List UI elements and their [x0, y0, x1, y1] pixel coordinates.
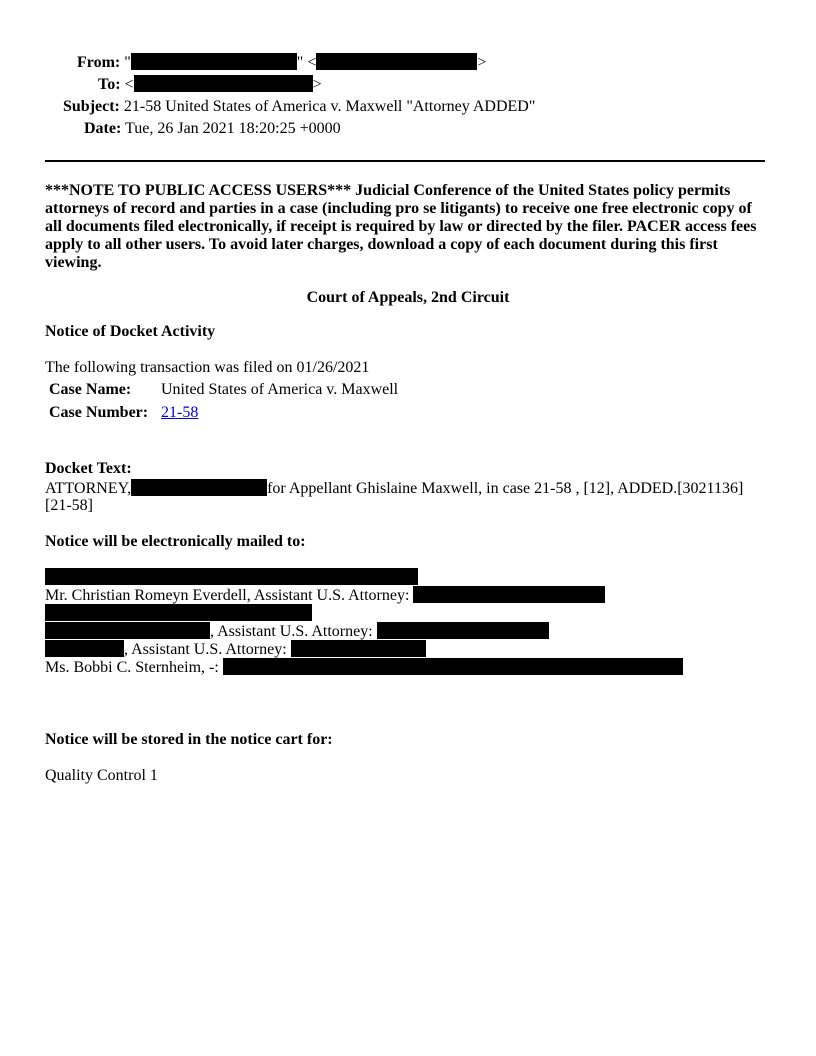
from-mid: " <: [296, 54, 317, 71]
case-name-value: United States of America v. Maxwell: [161, 381, 399, 398]
redaction-ausa-b-name: [45, 640, 124, 657]
recipient-everdell: [45, 586, 605, 605]
recipient-line-1: [45, 568, 418, 587]
redaction-recipient-3: [45, 604, 312, 621]
date-label: Date:: [84, 120, 122, 137]
redaction-ausa-b-email: [291, 640, 426, 657]
subject-value: 21-58 United States of America v. Maxwell "Attorney ADDED": [123, 98, 536, 115]
from-close: >: [477, 54, 487, 71]
docket-text-label: Docket Text:: [45, 460, 132, 477]
to-open: <: [124, 76, 134, 93]
redaction-recipient-1: [45, 568, 418, 585]
recipient-sternheim: [45, 658, 683, 677]
redaction-everdell-email: [413, 586, 605, 603]
to-label: To:: [98, 76, 121, 93]
redaction-ausa-a-email: [377, 622, 549, 639]
everdell-text: Mr. Christian Romeyn Everdell, Assistant U.S. Attorney:: [45, 587, 410, 604]
redaction-to-email: [134, 75, 313, 92]
case-name-label: Case Name:: [49, 381, 132, 398]
mailed-heading: Notice will be electronically mailed to:: [45, 533, 306, 550]
docket-prefix: ATTORNEY,: [45, 480, 132, 497]
date-row: [84, 118, 341, 140]
court-name: Court of Appeals, 2nd Circuit: [306, 289, 510, 306]
to-close: >: [312, 76, 322, 93]
from-row: [77, 52, 486, 74]
recipient-ausa-a: [45, 622, 549, 641]
subject-row: [63, 96, 535, 118]
recipient-line-3: [45, 604, 312, 623]
redaction-sternheim-email: [223, 658, 683, 675]
from-label: From:: [77, 54, 121, 71]
recipient-ausa-b: [45, 640, 426, 659]
header-divider: [45, 160, 765, 162]
docket-suffix: for Appellant Ghislaine Maxwell, in case 21-58 , [12], ADDED.[3021136]: [267, 480, 744, 497]
redaction-from-email: [316, 53, 477, 70]
redaction-from-name: [131, 53, 297, 70]
filed-text: The following transaction was filed on 01/26/2021: [45, 359, 370, 376]
subject-label: Subject:: [63, 98, 120, 115]
case-number-link[interactable]: 21-58: [161, 404, 199, 421]
ausa-a-text: , Assistant U.S. Attorney:: [210, 623, 373, 640]
activity-heading: Notice of Docket Activity: [45, 323, 216, 340]
public-access-notice: ***NOTE TO PUBLIC ACCESS USERS*** Judicial Conference of the United States policy permits attorneys of record and parties in a case (including pro se litigants) to receive one free electronic copy of all documents filed electronically, if receipt is required by law or directed by the filer. PACER access fees apply to all other users. To avoid later charges, download a copy of each document during this first viewing.: [45, 182, 757, 271]
case-number-label: Case Number:: [49, 404, 149, 421]
sternheim-text: Ms. Bobbi C. Sternheim, -:: [45, 659, 219, 676]
cart-heading: Notice will be stored in the notice cart for:: [45, 731, 333, 748]
cart-value: Quality Control 1: [45, 767, 158, 784]
redaction-attorney-name: [131, 479, 267, 496]
docket-text-line1: [45, 479, 743, 498]
docket-text-line2: [21-58]: [45, 497, 93, 514]
date-value: Tue, 26 Jan 2021 18:20:25 +0000: [125, 120, 341, 137]
to-row: [98, 74, 322, 96]
redaction-ausa-a-name: [45, 622, 210, 639]
from-open-quote: ": [124, 54, 131, 71]
ausa-b-text: , Assistant U.S. Attorney:: [124, 641, 287, 658]
